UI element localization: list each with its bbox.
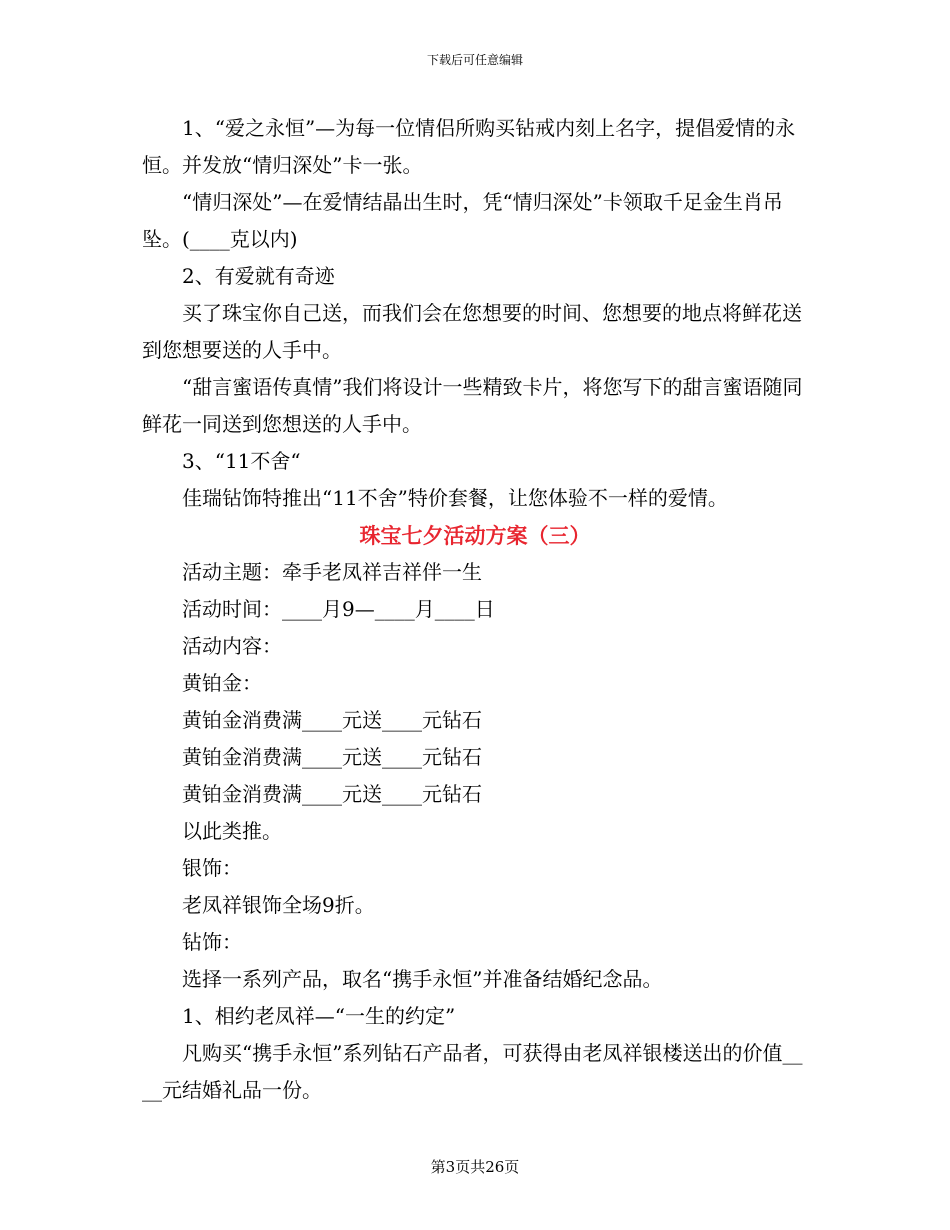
paragraph: 老凤祥银饰全场9折。 bbox=[182, 893, 375, 917]
paragraph: 凡购买“携手永恒”系列钻石产品者，可获得由老凤祥银楼送出的价值____元结婚礼品一份。 bbox=[142, 1041, 803, 1102]
paragraph: 黄铂金： bbox=[182, 671, 262, 695]
paragraph: 3、“11不舍“ bbox=[182, 449, 301, 473]
paragraph: 活动主题：牵手老凤祥吉祥伴一生 bbox=[182, 560, 482, 584]
paragraph: 活动时间：____月9—____月____日 bbox=[182, 597, 495, 621]
paragraph: 佳瑞钻饰特推出“11不舍”特价套餐，让您体验不一样的爱情。 bbox=[182, 486, 728, 510]
page-number: 第3页共26页 bbox=[430, 1158, 520, 1176]
paragraph: 黄铂金消费满____元送____元钻石 bbox=[182, 745, 482, 769]
document-body bbox=[142, 110, 808, 1109]
paragraph: 1、“爱之永恒”—为每一位情侣所购买钻戒内刻上名字，提倡爱情的永恒。并发放“情归深处”卡一张。 bbox=[142, 116, 796, 177]
paragraph: 以此类推。 bbox=[182, 819, 282, 843]
paragraph: 选择一系列产品，取名“携手永恒”并准备结婚纪念品。 bbox=[182, 967, 663, 991]
paragraph: “情归深处”—在爱情结晶出生时，凭“情归深处”卡领取千足金生肖吊坠。(____克以内) bbox=[142, 190, 783, 251]
paragraph: 钻饰： bbox=[182, 930, 242, 954]
paragraph: 买了珠宝你自己送，而我们会在您想要的时间、您想要的地点将鲜花送到您想要送的人手中。 bbox=[142, 301, 802, 362]
paragraph: 银饰： bbox=[182, 856, 242, 880]
paragraph: 2、有爱就有奇迹 bbox=[182, 264, 335, 288]
paragraph: 黄铂金消费满____元送____元钻石 bbox=[182, 782, 482, 806]
section-title: 珠宝七夕活动方案（三） bbox=[359, 523, 591, 548]
paragraph: “甜言蜜语传真情”我们将设计一些精致卡片，将您写下的甜言蜜语随同鲜花一同送到您想送的人手中。 bbox=[142, 375, 803, 436]
paragraph: 活动内容： bbox=[182, 634, 282, 658]
paragraph: 黄铂金消费满____元送____元钻石 bbox=[182, 708, 482, 732]
paragraph: 1、相约老凤祥—“一生的约定” bbox=[182, 1004, 456, 1028]
header-note: 下载后可任意编辑 bbox=[426, 53, 523, 67]
